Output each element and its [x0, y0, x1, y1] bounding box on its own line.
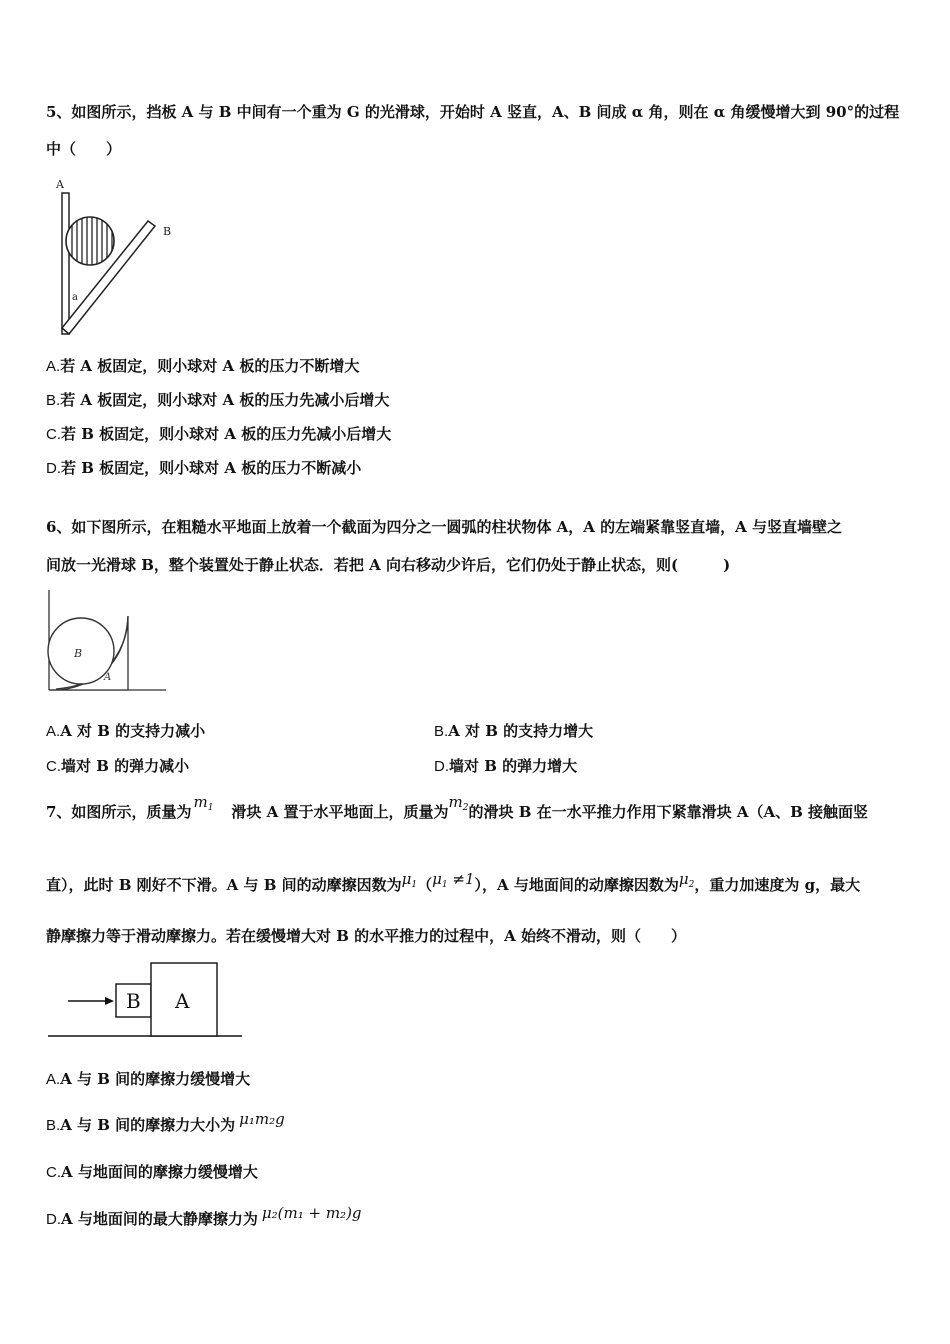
q5-fig-label-angle: a	[72, 292, 78, 303]
q7-stem-line-1: 7、如图所示，质量为$m_1$ 滑块 A 置于水平地面上，质量为$m_2$的滑块 B 在一水平推力作用下紧靠滑块 A（A、B 接触面竖	[46, 793, 869, 821]
q6-stem-line-1: 6、如下图所示，在粗糙水平地面上放着一个截面为四分之一圆弧的柱状物体 A，A 的左端紧靠竖直墙，A 与竖直墙壁之	[46, 518, 843, 536]
q7-stem-line-2: 直），此时 B 刚好不下滑。A 与 B 间的动摩擦因数为$\mu_1(\mu_1 \ne 1)$，A 与地面间的动摩擦因数为$\mu_2$，重力加速度为 g，最大	[46, 870, 861, 894]
q7-option-b: B.A 与 B 间的摩擦力大小为 μ₁m₂g	[46, 1110, 285, 1134]
q5-stem-line-1: 5、如图所示，挡板 A 与 B 中间有一个重为 G 的光滑球，开始时 A 竖直，A、B 间成 α 角，则在 α 角缓慢增大到 90°的过程	[46, 103, 900, 121]
q6-option-c: C.墙对 B 的弹力减小	[46, 757, 190, 775]
q5-figure	[44, 176, 184, 338]
q7-figure	[48, 960, 244, 1040]
q7-option-d-formula: μ₂(m₁ + m₂)g	[261, 1204, 362, 1222]
q7-stem-line-3: 静摩擦力等于滑动摩擦力。若在缓慢增大对 B 的水平推力的过程中，A 始终不滑动，则（ ）	[46, 927, 686, 945]
q5-ball	[66, 211, 114, 271]
q6-option-a: A.A 对 B 的支持力减小	[46, 722, 206, 740]
q6-stem-line-2: 间放一光滑球 B，整个装置处于静止状态．若把 A 向右移动少许后，它们仍处于静止状态，则( )	[46, 556, 731, 574]
q7-fig-label-a: A	[175, 989, 190, 1013]
q5-option-c: C.若 B 板固定，则小球对 A 板的压力先减小后增大	[46, 425, 392, 443]
q5-stem-line-2: 中（ ）	[46, 140, 122, 158]
q5-fig-label-a: A	[56, 178, 64, 191]
q5-option-a: A.若 A 板固定，则小球对 A 板的压力不断增大	[46, 357, 360, 375]
q5-option-b: B.若 A 板固定，则小球对 A 板的压力先减小后增大	[46, 391, 390, 409]
q7-option-b-formula: μ₁m₂g	[239, 1110, 285, 1128]
q7-option-a: A.A 与 B 间的摩擦力缓慢增大	[46, 1070, 251, 1088]
q6-fig-label-a: A	[104, 672, 112, 683]
q7-option-d: D.A 与地面间的最大静摩擦力为 μ₂(m₁ + m₂)g	[46, 1204, 362, 1228]
q7-fig-label-b: B	[126, 989, 141, 1013]
q6-figure	[44, 588, 170, 694]
q5-board-a	[62, 193, 69, 334]
q5-fig-label-b: B	[163, 225, 172, 238]
q6-option-b: B.A 对 B 的支持力增大	[434, 722, 594, 740]
q6-option-d: D.墙对 B 的弹力增大	[434, 757, 578, 775]
q5-option-d: D.若 B 板固定，则小球对 A 板的压力不断减小	[46, 459, 362, 477]
q7-option-c: C.A 与地面间的摩擦力缓慢增大	[46, 1163, 258, 1181]
q6-fig-label-b: B	[74, 647, 83, 660]
